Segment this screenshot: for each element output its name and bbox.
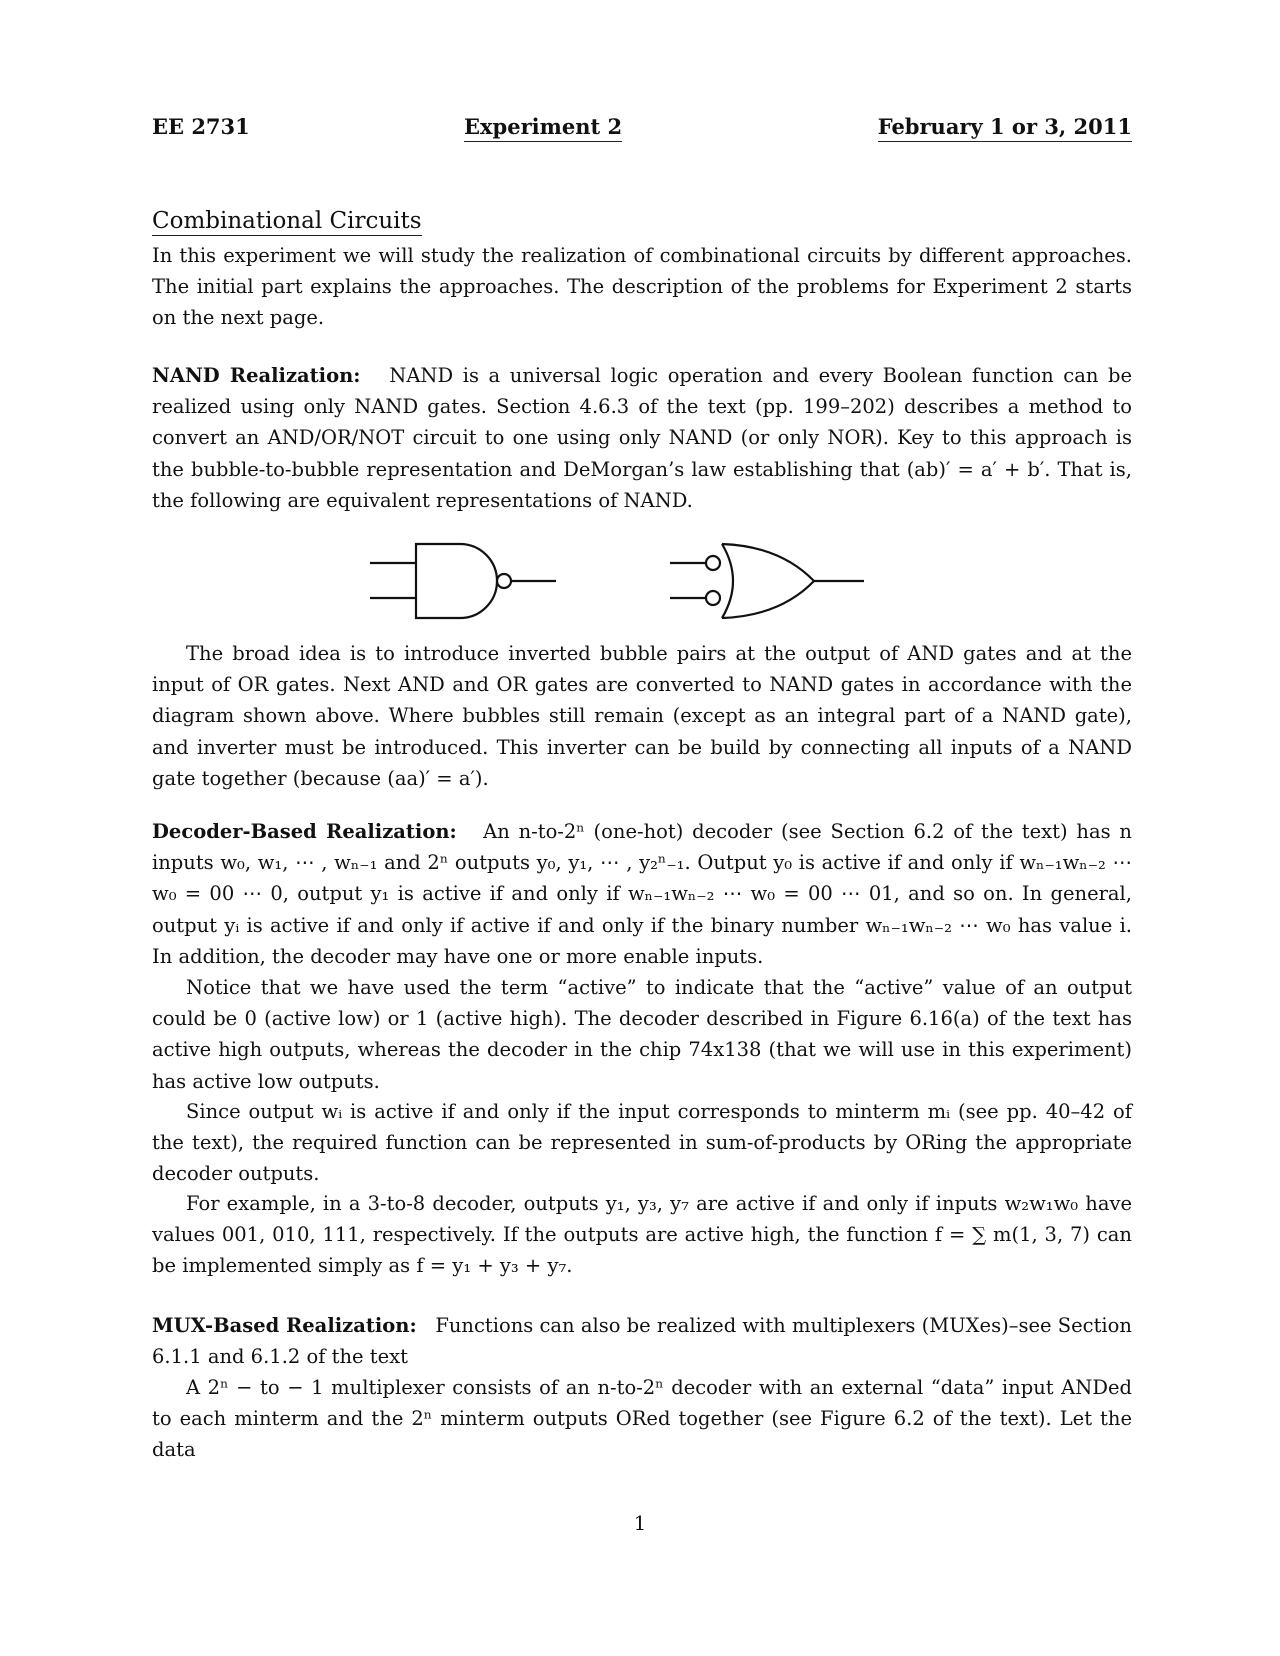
mux-paragraph: [152, 1310, 1132, 1372]
section-title: Combinational Circuits: [152, 208, 422, 234]
course-code: EE 2731: [152, 114, 250, 139]
decoder-paragraph: [152, 816, 1132, 972]
nand-gate-icon: [370, 538, 556, 618]
mux-text: Functions can also be realized with multiplexers (MUXes)–see Section 6.1.1 and 6.1.2 of the text: [152, 1314, 1132, 1369]
nand-paragraph: [152, 360, 1132, 516]
nand-explanation-paragraph: The broad idea is to introduce inverted bubble pairs at the output of AND gates and at the input of OR gates. Next AND and OR gates are converted to NAND gates in accordance with the diagram shown above. Where bubbles still remain (except as an integral part of a NAND gate), and inverter must be introduced. This inverter can be build by connecting all inputs of a NAND gate together (because (aa)′ = a′).: [152, 642, 1132, 790]
decoder-active-paragraph: Notice that we have used the term “active” to indicate that the “active” value of an output could be 0 (active low) or 1 (active high). The decoder described in Figure 6.16(a) of the text has active high outputs, whereas the decoder in the chip 74x138 (that we will use in this experiment) has active low outputs.: [152, 976, 1132, 1093]
decoder-heading: Decoder-Based Realization:: [152, 820, 457, 843]
page-header: [152, 114, 1132, 148]
page-number: 1: [633, 1512, 647, 1535]
mux-heading: MUX-Based Realization:: [152, 1314, 417, 1337]
decoder-text: An n-to-2ⁿ (one-hot) decoder (see Section 6.2 of the text) has n inputs w₀, w₁, ⋯ , wₙ₋₁ and 2ⁿ outputs y₀, y₁, ⋯ , y₂ⁿ₋₁. Output y₀ is active if and only if wₙ₋₁wₙ₋₂ ⋯ w₀ = 00 ⋯ 0, output y₁ is active if and only if wₙ₋₁wₙ₋₂ ⋯ w₀ = 00 ⋯ 01, and so on. In general, output yᵢ is active if and only if active if and only if the binary number wₙ₋₁wₙ₋₂ ⋯ w₀ has value i. In addition, the decoder may have one or more enable inputs.: [152, 820, 1132, 968]
decoder-minterm-paragraph: Since output wᵢ is active if and only if the input corresponds to minterm mᵢ (see pp. 40–42 of the text), the required function can be represented in sum-of-products by ORing the appropriate decoder outputs.: [152, 1100, 1132, 1186]
nand-equivalence-diagram: [370, 538, 910, 624]
mux-detail-paragraph: A 2ⁿ − to − 1 multiplexer consists of an n-to-2ⁿ decoder with an external “data” input ANDed to each minterm and the 2ⁿ minterm outputs ORed together (see Figure 6.2 of the text). Let the data: [152, 1376, 1132, 1462]
experiment-title: Experiment 2: [464, 114, 622, 142]
nand-text: NAND is a universal logic operation and every Boolean function can be realized using only NAND gates. Section 4.6.3 of the text (pp. 199–202) describes a method to convert an AND/OR/NOT circuit to one using only NAND (or only NOR). Key to this approach is the bubble-to-bubble representation and DeMorgan’s law establishing that (ab)′ = a′ + b′. That is, the following are equivalent representations of NAND.: [152, 364, 1133, 512]
nand-heading: NAND Realization:: [152, 364, 361, 387]
or-with-bubbles-icon: [370, 538, 864, 618]
decoder-example-paragraph: For example, in a 3-to-8 decoder, outputs y₁, y₃, y₇ are active if and only if inputs w₂w₁w₀ have values 001, 010, 111, respectively. If the outputs are active high, the function f = ∑ m(1, 3, 7) can be implemented simply as f = y₁ + y₃ + y₇.: [152, 1192, 1132, 1278]
intro-paragraph: In this experiment we will study the realization of combinational circuits by different approaches. The initial part explains the approaches. The description of the problems for Experiment 2 starts on the next page.: [152, 244, 1132, 330]
experiment-date: February 1 or 3, 2011: [878, 114, 1132, 142]
